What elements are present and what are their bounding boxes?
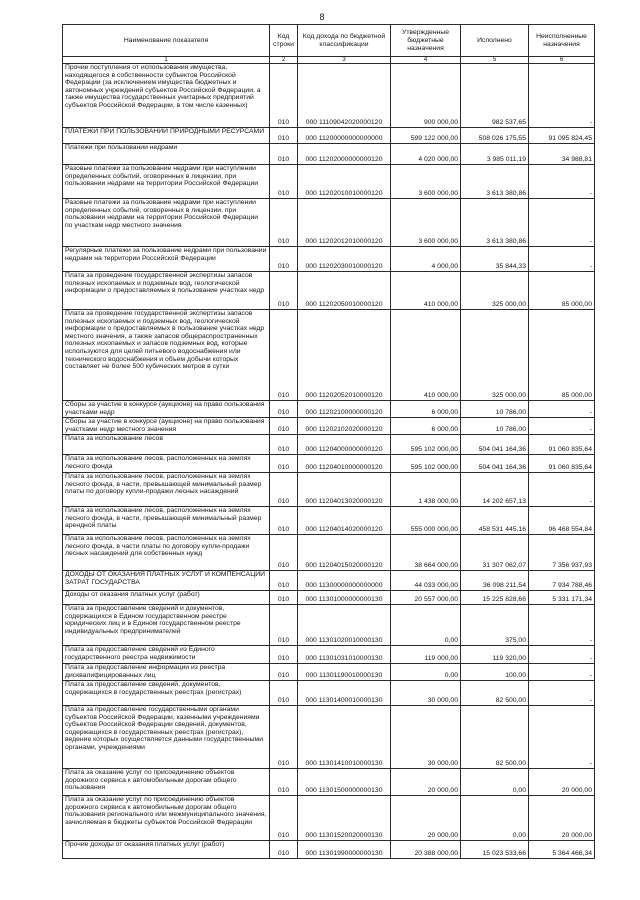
row-indicator-name: Сборы за участие в конкурсе (аукционе) на право пользования участками недр местного значения xyxy=(63,418,270,435)
row-income-code: 000 11301410010000130 xyxy=(298,706,391,769)
table-header-row xyxy=(63,25,595,57)
row-income-code: 000 11204015020000120 xyxy=(298,535,391,571)
table-row xyxy=(63,401,595,418)
header-indicator-name: Наименование показателя xyxy=(63,25,270,57)
row-indicator-name: Прочие доходы от оказания платных услуг (работ) xyxy=(63,841,270,859)
row-approved: 30 000,00 xyxy=(391,681,461,706)
row-line-code: 010 xyxy=(270,507,298,535)
row-income-code: 000 11202010010000120 xyxy=(298,165,391,199)
row-unexecuted: - xyxy=(529,165,595,199)
row-approved: 0,00 xyxy=(391,605,461,646)
row-unexecuted: 34 988,81 xyxy=(529,144,595,165)
header-line-code: Код строки xyxy=(270,25,298,57)
row-line-code: 010 xyxy=(270,455,298,473)
table-row xyxy=(63,706,595,769)
row-indicator-name: Плата за предоставление сведений из Единого государственного реестра недвижимости xyxy=(63,646,270,664)
row-unexecuted: 7 356 937,93 xyxy=(529,535,595,571)
row-indicator-name: Плата за предоставление информации из реестра дисквалифицированных лиц xyxy=(63,664,270,681)
row-approved: 595 102 000,00 xyxy=(391,455,461,473)
column-number: 1 xyxy=(63,57,270,64)
row-approved: 0,00 xyxy=(391,664,461,681)
row-indicator-name: ДОХОДЫ ОТ ОКАЗАНИЯ ПЛАТНЫХ УСЛУГ И КОМПЕНСАЦИИ ЗАТРАТ ГОСУДАРСТВА xyxy=(63,571,270,591)
row-unexecuted: - xyxy=(529,681,595,706)
row-line-code: 010 xyxy=(270,706,298,769)
column-number: 3 xyxy=(298,57,391,64)
row-executed: 15 225 828,66 xyxy=(461,591,529,605)
row-income-code: 000 11301000000000130 xyxy=(298,591,391,605)
table-row xyxy=(63,841,595,859)
row-unexecuted: 85 000,00 xyxy=(529,272,595,310)
row-executed: 504 041 164,36 xyxy=(461,435,529,455)
row-executed: 119 320,00 xyxy=(461,646,529,664)
row-indicator-name: Плата за оказание услуг по присоединению объектов дорожного сервиса к автомобильным дорогам общего пользования регионального или межмуниципального значения, зачисляемая в бюджеты субъектов Российской Федерации xyxy=(63,796,270,841)
row-unexecuted: 5 364 466,34 xyxy=(529,841,595,859)
row-approved: 20 388 000,00 xyxy=(391,841,461,859)
row-executed: 325 000,00 xyxy=(461,272,529,310)
header-approved: Утвержденные бюджетные назначения xyxy=(391,25,461,57)
table-row xyxy=(63,664,595,681)
row-approved: 20 000,00 xyxy=(391,796,461,841)
row-income-code: 000 11202050010000120 xyxy=(298,272,391,310)
row-executed: 100,00 xyxy=(461,664,529,681)
row-approved: 44 033 000,00 xyxy=(391,571,461,591)
row-income-code: 000 11301500000000130 xyxy=(298,769,391,796)
row-approved: 410 000,00 xyxy=(391,272,461,310)
row-line-code: 010 xyxy=(270,769,298,796)
row-line-code: 010 xyxy=(270,144,298,165)
row-income-code: 000 11202000000000120 xyxy=(298,144,391,165)
row-unexecuted: 91 095 824,45 xyxy=(529,128,595,144)
row-approved: 119 000,00 xyxy=(391,646,461,664)
table-row xyxy=(63,473,595,507)
row-income-code: 000 11301990000000130 xyxy=(298,841,391,859)
table-row xyxy=(63,605,595,646)
row-income-code: 000 11202102020000120 xyxy=(298,418,391,435)
header-income-code: Код дохода по бюджетной классификации xyxy=(298,25,391,57)
header-unexecuted: Неисполненные назначения xyxy=(529,25,595,57)
row-line-code: 010 xyxy=(270,247,298,272)
row-income-code: 000 11202052010000120 xyxy=(298,310,391,401)
row-unexecuted: - xyxy=(529,199,595,247)
row-line-code: 010 xyxy=(270,401,298,418)
column-number: 2 xyxy=(270,57,298,64)
row-indicator-name: Платежи при пользовании недрами xyxy=(63,144,270,165)
row-income-code: 000 11204000000000120 xyxy=(298,435,391,455)
row-line-code: 010 xyxy=(270,591,298,605)
row-indicator-name: Разовые платежи за пользование недрами при наступлении определенных событий, оговоренных в лицензии, при пользовании недрами на территории Российской Федерации xyxy=(63,165,270,199)
row-executed: 0,00 xyxy=(461,796,529,841)
row-indicator-name: Плата за использование лесов xyxy=(63,435,270,455)
row-line-code: 010 xyxy=(270,646,298,664)
row-indicator-name: Разовые платежи за пользование недрами при наступлении определенных событий, оговоренных в лицензии, при пользовании недрами на территории Российской Федерации по участкам недр местного значения xyxy=(63,199,270,247)
row-approved: 4 020 000,00 xyxy=(391,144,461,165)
table-row xyxy=(63,272,595,310)
row-unexecuted: 85 000,00 xyxy=(529,310,595,401)
row-executed: 14 202 657,13 xyxy=(461,473,529,507)
row-line-code: 010 xyxy=(270,571,298,591)
row-executed: 10 786,00 xyxy=(461,418,529,435)
row-executed: 3 613 380,86 xyxy=(461,199,529,247)
row-executed: 375,00 xyxy=(461,605,529,646)
table-row xyxy=(63,310,595,401)
header-executed: Исполнено xyxy=(461,25,529,57)
table-row xyxy=(63,591,595,605)
row-executed: 0,00 xyxy=(461,769,529,796)
table-body xyxy=(63,64,595,859)
table-row xyxy=(63,128,595,144)
row-unexecuted: - xyxy=(529,605,595,646)
row-approved: 4 000,00 xyxy=(391,247,461,272)
row-indicator-name: Плата за проведение государственной экспертизы запасов полезных ископаемых и подземных вод, геологической информации о предоставляемых в пользование участках недр местного значения, а также запасов общераспространенных полезных ископаемых и запасов подземных вод, которые используются для целей питьевого водоснабжения или технического водоснабжения и объем добычи которых составляет не более 500 кубических метров в сутки xyxy=(63,310,270,401)
row-indicator-name: Плата за предоставление государственными органами субъектов Российской Федерации, казенными учреждениями субъектов Российской Федерации сведений, документов, содержащихся в государственных реестрах (регистрах), ведение которых осуществляется данными государственными органами, учреждениями xyxy=(63,706,270,769)
row-approved: 3 600 000,00 xyxy=(391,165,461,199)
row-line-code: 010 xyxy=(270,435,298,455)
row-approved: 3 600 000,00 xyxy=(391,199,461,247)
row-line-code: 010 xyxy=(270,841,298,859)
row-executed: 82 500,00 xyxy=(461,681,529,706)
row-executed: 982 537,65 xyxy=(461,64,529,128)
row-unexecuted: 96 468 554,84 xyxy=(529,507,595,535)
row-unexecuted: 7 934 788,46 xyxy=(529,571,595,591)
column-number: 6 xyxy=(529,57,595,64)
table-row xyxy=(63,535,595,571)
table-row xyxy=(63,418,595,435)
table-row xyxy=(63,796,595,841)
row-indicator-name: Плата за использование лесов, расположенных на землях лесного фонда xyxy=(63,455,270,473)
row-income-code: 000 11301020010000130 xyxy=(298,605,391,646)
row-line-code: 010 xyxy=(270,272,298,310)
row-indicator-name: Доходы от оказания платных услуг (работ) xyxy=(63,591,270,605)
row-approved: 38 664 000,00 xyxy=(391,535,461,571)
row-income-code: 000 11301520020000130 xyxy=(298,796,391,841)
row-indicator-name: ПЛАТЕЖИ ПРИ ПОЛЬЗОВАНИИ ПРИРОДНЫМИ РЕСУРСАМИ xyxy=(63,128,270,144)
row-approved: 555 000 000,00 xyxy=(391,507,461,535)
table-row xyxy=(63,435,595,455)
row-line-code: 010 xyxy=(270,199,298,247)
row-indicator-name: Сборы за участие в конкурсе (аукционе) на право пользования участками недр xyxy=(63,401,270,418)
row-executed: 10 786,00 xyxy=(461,401,529,418)
row-unexecuted: 20 000,00 xyxy=(529,769,595,796)
row-line-code: 010 xyxy=(270,165,298,199)
row-unexecuted: - xyxy=(529,646,595,664)
row-income-code: 000 11200000000000000 xyxy=(298,128,391,144)
row-unexecuted: - xyxy=(529,473,595,507)
row-approved: 900 000,00 xyxy=(391,64,461,128)
row-unexecuted: - xyxy=(529,64,595,128)
row-executed: 504 041 164,36 xyxy=(461,455,529,473)
row-indicator-name: Прочие поступления от использования имущества, находящегося в собственности субъектов Российской Федерации (за исключением имущества бюджетных и автономных учреждений субъектов Российской Федерации, а также имущества государственных унитарных предприятий субъектов Российской Федерации, в том числе казенных) xyxy=(63,64,270,128)
row-indicator-name: Плата за использование лесов, расположенных на землях лесного фонда, в части, превышающей минимальный размер арендной платы xyxy=(63,507,270,535)
row-unexecuted: - xyxy=(529,401,595,418)
column-number-row xyxy=(63,57,595,64)
row-line-code: 010 xyxy=(270,310,298,401)
column-number: 4 xyxy=(391,57,461,64)
row-unexecuted: - xyxy=(529,664,595,681)
table-row xyxy=(63,571,595,591)
table-row xyxy=(63,199,595,247)
row-approved: 30 000,00 xyxy=(391,706,461,769)
column-number: 5 xyxy=(461,57,529,64)
row-approved: 20 000,00 xyxy=(391,769,461,796)
row-unexecuted: - xyxy=(529,706,595,769)
row-executed: 36 098 211,54 xyxy=(461,571,529,591)
row-executed: 3 613 380,86 xyxy=(461,165,529,199)
table-row xyxy=(63,64,595,128)
row-executed: 3 985 011,19 xyxy=(461,144,529,165)
revenue-execution-table xyxy=(62,24,595,859)
row-executed: 15 023 533,66 xyxy=(461,841,529,859)
page-number: 8 xyxy=(319,12,325,22)
row-line-code: 010 xyxy=(270,681,298,706)
row-executed: 82 500,00 xyxy=(461,706,529,769)
row-indicator-name: Плата за использование лесов, расположенных на землях лесного фонда, в части, превышающей минимальный размер платы по договору купли-продажи лесных насаждений xyxy=(63,473,270,507)
row-executed: 458 531 445,16 xyxy=(461,507,529,535)
row-approved: 20 557 000,00 xyxy=(391,591,461,605)
table-row xyxy=(63,507,595,535)
row-approved: 6 000,00 xyxy=(391,401,461,418)
table-row xyxy=(63,165,595,199)
row-line-code: 010 xyxy=(270,664,298,681)
row-indicator-name: Плата за предоставление сведений и документов, содержащихся в Едином государственном реестре юридических лиц и в Едином государственном реестре индивидуальных предпринимателей xyxy=(63,605,270,646)
row-income-code: 000 11301400010000130 xyxy=(298,681,391,706)
table-row xyxy=(63,769,595,796)
row-income-code: 000 11301031010000130 xyxy=(298,646,391,664)
table-row xyxy=(63,455,595,473)
row-income-code: 000 11109042020000120 xyxy=(298,64,391,128)
row-income-code: 000 11300000000000000 xyxy=(298,571,391,591)
row-line-code: 010 xyxy=(270,473,298,507)
row-line-code: 010 xyxy=(270,535,298,571)
row-approved: 599 122 000,00 xyxy=(391,128,461,144)
row-income-code: 000 11204013020000120 xyxy=(298,473,391,507)
row-approved: 1 438 000,00 xyxy=(391,473,461,507)
row-income-code: 000 11301190010000130 xyxy=(298,664,391,681)
row-income-code: 000 11204014020000120 xyxy=(298,507,391,535)
row-indicator-name: Регулярные платежи за пользование недрами при пользовании недрами на территории Российской Федерации xyxy=(63,247,270,272)
row-executed: 31 307 062,07 xyxy=(461,535,529,571)
row-unexecuted: 5 331 171,34 xyxy=(529,591,595,605)
table-row xyxy=(63,247,595,272)
row-unexecuted: - xyxy=(529,247,595,272)
row-income-code: 000 11202030010000120 xyxy=(298,247,391,272)
table-row xyxy=(63,681,595,706)
row-approved: 410 000,00 xyxy=(391,310,461,401)
row-line-code: 010 xyxy=(270,796,298,841)
row-approved: 6 000,00 xyxy=(391,418,461,435)
row-income-code: 000 11202100000000120 xyxy=(298,401,391,418)
row-executed: 325 000,00 xyxy=(461,310,529,401)
row-income-code: 000 11204010000000120 xyxy=(298,455,391,473)
row-unexecuted: 91 060 835,64 xyxy=(529,455,595,473)
row-line-code: 010 xyxy=(270,128,298,144)
table-row xyxy=(63,144,595,165)
row-unexecuted: - xyxy=(529,418,595,435)
row-indicator-name: Плата за оказание услуг по присоединению объектов дорожного сервиса к автомобильным дорогам общего пользования xyxy=(63,769,270,796)
row-line-code: 010 xyxy=(270,64,298,128)
row-executed: 35 844,33 xyxy=(461,247,529,272)
row-indicator-name: Плата за проведение государственной экспертизы запасов полезных ископаемых и подземных вод, геологической информации о предоставляемых в пользование участках недр xyxy=(63,272,270,310)
row-line-code: 010 xyxy=(270,605,298,646)
row-indicator-name: Плата за использование лесов, расположенных на землях лесного фонда, в части платы по договору купли-продажи лесных насаждений для собственных нужд xyxy=(63,535,270,571)
row-indicator-name: Плата за предоставление сведений, документов, содержащихся в государственных реестрах (регистрах) xyxy=(63,681,270,706)
table-row xyxy=(63,646,595,664)
row-unexecuted: 20 000,00 xyxy=(529,796,595,841)
row-unexecuted: 91 060 835,64 xyxy=(529,435,595,455)
row-line-code: 010 xyxy=(270,418,298,435)
row-approved: 595 102 000,00 xyxy=(391,435,461,455)
row-income-code: 000 11202012010000120 xyxy=(298,199,391,247)
row-executed: 508 026 175,55 xyxy=(461,128,529,144)
